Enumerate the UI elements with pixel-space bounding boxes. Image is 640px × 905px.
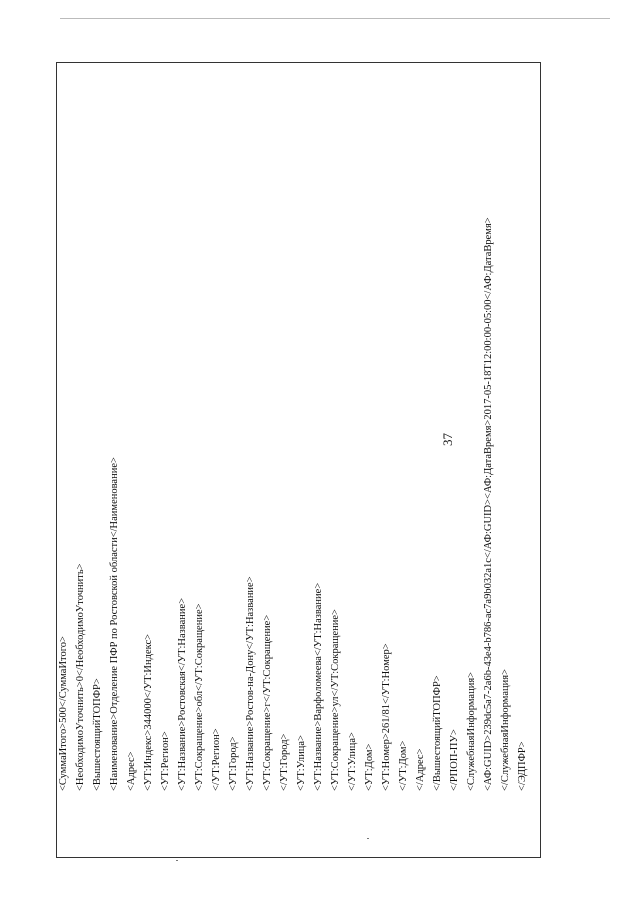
xml-line: <УТ:Индекс>344000</УТ:Индекс> [143, 633, 154, 791]
xml-line: <СлужебнаяИнформация> [466, 671, 477, 791]
xml-line: </РПОП-ПУ> [449, 729, 460, 791]
top-edge-rule [60, 18, 610, 19]
xml-line: <УТ:Улица> [296, 735, 307, 791]
xml-line: </УТ:Улица> [347, 732, 358, 791]
page-number: 37 [440, 433, 455, 446]
xml-line: </СлужебнаяИнформация> [500, 669, 511, 791]
scan-speck [176, 860, 178, 861]
xml-line: <УТ:Дом> [364, 743, 375, 791]
xml-line: </ВышестоящийТОПФР> [432, 675, 443, 791]
xml-line: </ЭДПФР> [517, 741, 528, 791]
xml-line: <УТ:Название>Ростов-на-Дону</УТ:Название> [245, 576, 256, 791]
xml-line: <УТ:Город> [228, 736, 239, 791]
xml-line: <Наименование>Отделение ПФР по Ростовской области</Наименование> [109, 457, 120, 791]
xml-line: </УТ:Город> [279, 733, 290, 791]
xml-line: <УТ:Номер>261/81</УТ:Номер> [381, 643, 392, 791]
xml-line: <УТ:Сокращение>ул</УТ:Сокращение> [330, 609, 341, 791]
xml-line: </Адрес> [415, 748, 426, 791]
xml-line: <УТ:Название>Варфоломеева</УТ:Название> [313, 582, 324, 791]
xml-listing [55, 71, 531, 791]
xml-line: <Адрес> [126, 751, 137, 791]
xml-line: <УТ:Сокращение>обл</УТ:Сокращение> [194, 603, 205, 791]
xml-line: <НеобходимоУточнить>0</НеобходимоУточнить> [75, 563, 86, 791]
scan-speck [367, 838, 369, 839]
xml-line: <СуммаИтого>500</СуммаИтого> [58, 636, 69, 791]
xml-line: <АФ:GUID>239dc5a7-2a6b-43e4-b786-ac7a9b032a1c</АФ:GUID><АФ:ДатаВремя>2017-05-18T12:00:00-05:00</АФ:ДатаВремя> [483, 217, 494, 791]
xml-line: <ВышестоящийТОПФР> [92, 678, 103, 791]
xml-line: </УТ:Регион> [211, 728, 222, 791]
xml-line: </УТ:Дом> [398, 740, 409, 791]
xml-line: <УТ:Название>Ростовская</УТ:Название> [177, 597, 188, 791]
xml-line: <УТ:Сокращение>г</УТ:Сокращение> [262, 614, 273, 791]
xml-line: <УТ:Регион> [160, 731, 171, 791]
